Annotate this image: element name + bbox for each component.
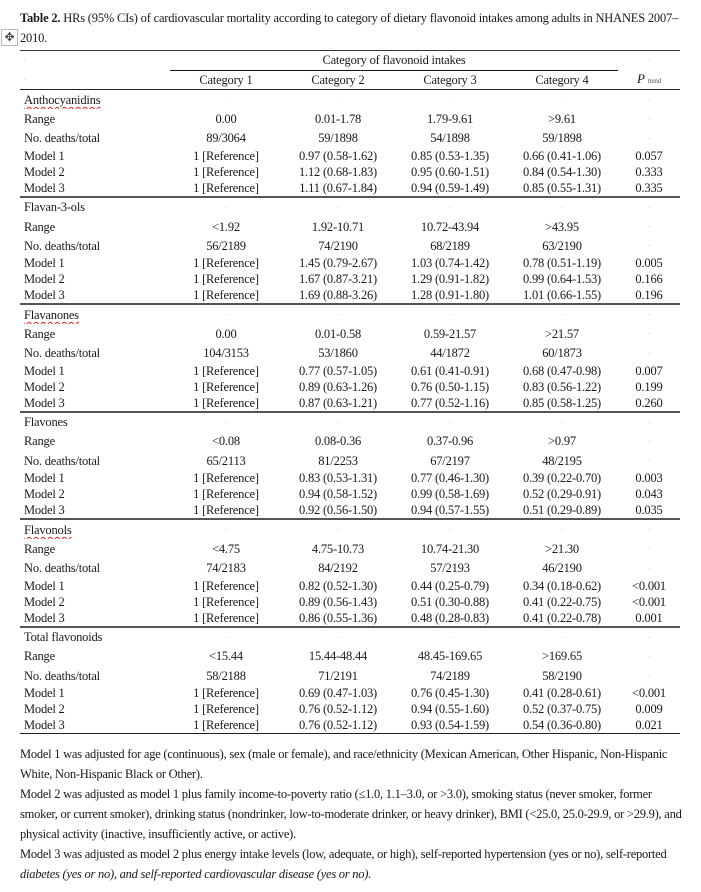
category-4-cell: 63/2190: [542, 238, 582, 253]
category-4-cell: 0.34 (0.18-0.62): [522, 578, 602, 593]
row-label: Model 1: [24, 578, 65, 593]
category-2-cell: 0.82 (0.52-1.30): [298, 578, 378, 593]
category-2-cell: 0.01-0.58: [314, 326, 362, 341]
category-2-cell: 59/1898: [318, 131, 358, 146]
row-label: Range: [24, 219, 55, 234]
category-3-cell: 0.44 (0.25-0.79): [410, 578, 490, 593]
category-3-cell: 0.51 (0.30-0.88): [410, 594, 490, 609]
category-3-cell: 0.93 (0.54-1.59): [394, 717, 506, 734]
p-trend-cell: 0.003: [635, 471, 663, 486]
category-2-cell: 15.44-48.44: [308, 649, 368, 664]
p-trend-cell: .: [648, 219, 650, 229]
category-1-cell: 1 [Reference]: [193, 148, 259, 163]
table-row: [20, 344, 680, 363]
category-4-cell: 0.39 (0.22-0.70): [522, 471, 602, 486]
category-1-cell: 1 [Reference]: [193, 363, 259, 378]
row-label: Model 2: [24, 164, 65, 179]
category-4-cell: >0.97: [548, 434, 576, 449]
table-row: [20, 685, 680, 701]
p-trend-cell: .: [648, 112, 650, 122]
table-row: [20, 470, 680, 486]
row-label: No. deaths/total: [24, 131, 100, 146]
p-trend-cell: 0.199: [635, 379, 663, 394]
category-3-cell: 0.99 (0.58-1.69): [410, 487, 490, 502]
section-header-row: Total flavonoids . . . . .: [20, 627, 680, 647]
category-4-cell: 60/1873: [542, 346, 582, 361]
row-label: No. deaths/total: [24, 238, 100, 253]
group-header-row: . Category of flavonoid intakes .: [20, 51, 680, 71]
row-label: Range: [24, 649, 55, 664]
category-3-cell: 0.61 (0.41-0.91): [410, 363, 490, 378]
category-4-cell: 59/1898: [542, 131, 582, 146]
section-title: Total flavonoids: [24, 630, 103, 645]
section-title: Anthocyanidins: [24, 92, 101, 107]
category-3-cell: 44/1872: [430, 346, 470, 361]
category-4-cell: 58/2190: [542, 668, 582, 683]
p-trend-cell: .: [648, 327, 650, 337]
category-4-cell: >43.95: [545, 219, 579, 234]
row-label: Range: [24, 326, 55, 341]
section-title: Flavanones: [24, 307, 79, 322]
category-4-cell: 0.68 (0.47-0.98): [522, 363, 602, 378]
table-row: [20, 255, 680, 271]
row-label: Model 2: [24, 272, 65, 287]
row-label: Model 1: [24, 148, 65, 163]
category-1-cell: 1 [Reference]: [193, 288, 259, 303]
category-2-cell: 0.76 (0.52-1.12): [298, 702, 378, 717]
category-1-cell: 0.00: [215, 112, 237, 127]
row-label: Model 3: [20, 717, 170, 734]
category-4-cell: 0.41 (0.22-0.78): [522, 610, 602, 625]
p-trend-cell: 0.333: [635, 164, 663, 179]
p-trend-cell: 0.260: [635, 395, 663, 410]
category-1-cell: <1.92: [212, 219, 240, 234]
category-1-cell: 89/3064: [206, 131, 246, 146]
category-2-cell: 0.01-1.78: [314, 112, 362, 127]
category-1-cell: 1 [Reference]: [193, 594, 259, 609]
category-3-cell: 1.29 (0.91-1.82): [410, 272, 490, 287]
table-row: [20, 217, 680, 236]
category-4-cell: 0.41 (0.28-0.61): [522, 686, 602, 701]
category-4-cell: 0.52 (0.37-0.75): [522, 702, 602, 717]
category-1-cell: 1 [Reference]: [193, 180, 259, 195]
category-1-cell: 1 [Reference]: [193, 702, 259, 717]
p-trend-cell: 0.335: [635, 180, 663, 195]
table-row: [20, 379, 680, 395]
column-header-row: . Category 1 Category 2 Category 3 Category 4 P trend: [20, 70, 680, 90]
table-row: [20, 129, 680, 148]
category-2-cell: 1.12 (0.68-1.83): [298, 164, 378, 179]
category-2-cell: 1.67 (0.87-3.21): [298, 272, 378, 287]
category-4-cell: 46/2190: [542, 561, 582, 576]
row-label: Model 2: [24, 702, 65, 717]
p-trend-cell: .: [648, 454, 650, 464]
category-4-cell: >9.61: [548, 112, 576, 127]
group-title: Category of flavonoid intakes: [170, 51, 618, 71]
table-row: [20, 432, 680, 451]
column-header-category-4: Category 4: [506, 70, 618, 90]
p-trend-cell: 0.166: [635, 272, 663, 287]
p-trend-cell: 0.005: [635, 256, 663, 271]
row-label: No. deaths/total: [24, 668, 100, 683]
category-2-cell: 0.86 (0.55-1.36): [298, 610, 378, 625]
category-3-cell: 67/2197: [430, 453, 470, 468]
category-4-cell: 0.51 (0.29-0.89): [522, 503, 602, 518]
category-4-cell: 0.85 (0.58-1.25): [522, 395, 602, 410]
category-2-cell: 0.89 (0.56-1.43): [298, 594, 378, 609]
row-label: No. deaths/total: [24, 561, 100, 576]
row-label: No. deaths/total: [24, 346, 100, 361]
category-1-cell: <0.08: [212, 434, 240, 449]
category-2-cell: 74/2190: [318, 238, 358, 253]
section-title: Flavan-3-ols: [24, 200, 85, 215]
category-4-cell: 0.85 (0.55-1.31): [522, 180, 602, 195]
row-label: Range: [24, 541, 55, 556]
category-2-cell: 0.77 (0.57-1.05): [298, 363, 378, 378]
table-row: [20, 109, 680, 128]
p-trend-cell: 0.196: [635, 288, 663, 303]
category-1-cell: 1 [Reference]: [193, 578, 259, 593]
category-2-cell: 1.92-10.71: [311, 219, 365, 234]
category-2-cell: 0.92 (0.56-1.50): [298, 503, 378, 518]
row-label: Model 1: [24, 363, 65, 378]
category-3-cell: 0.94 (0.59-1.49): [410, 180, 490, 195]
p-trend-cell: .: [648, 346, 650, 356]
section-header-row: Flavonols . . . . .: [20, 519, 680, 539]
category-3-cell: 74/2189: [430, 668, 470, 683]
table-row: [20, 164, 680, 180]
category-4-cell: 0.41 (0.22-0.75): [522, 594, 602, 609]
table-row: [20, 610, 680, 627]
table-row: [20, 701, 680, 717]
category-3-cell: 0.77 (0.46-1.30): [410, 471, 490, 486]
section-header-row: Flavanones . . . . .: [20, 304, 680, 324]
category-1-cell: 1 [Reference]: [193, 379, 259, 394]
category-3-cell: 0.94 (0.55-1.60): [410, 702, 490, 717]
row-label: Model 3: [24, 610, 65, 625]
category-4-cell: 0.99 (0.64-1.53): [522, 272, 602, 287]
table-row: [20, 271, 680, 287]
category-1-cell: 1 [Reference]: [193, 487, 259, 502]
row-label: Range: [24, 112, 55, 127]
flavonoid-table: [20, 50, 680, 734]
table-row: [20, 486, 680, 502]
row-label: Model 1: [24, 686, 65, 701]
caption-label: Table 2.: [20, 11, 61, 25]
category-3-cell: 0.37-0.96: [426, 434, 474, 449]
row-label: Range: [24, 434, 55, 449]
row-label: Model 2: [24, 379, 65, 394]
category-2-cell: 4.75-10.73: [311, 541, 365, 556]
category-2-cell: 0.87 (0.63-1.21): [298, 395, 378, 410]
category-3-cell: 48.45-169.65: [417, 649, 483, 664]
category-3-cell: 0.94 (0.57-1.55): [410, 503, 490, 518]
row-label: Model 2: [24, 594, 65, 609]
section-title: Flavones: [24, 415, 68, 430]
table-row: [20, 324, 680, 343]
category-2-cell: 84/2192: [318, 561, 358, 576]
category-2-cell: 0.08-0.36: [314, 434, 362, 449]
category-3-cell: 10.72-43.94: [420, 219, 480, 234]
category-3-cell: 0.59-21.57: [423, 326, 477, 341]
category-2-cell: 1.11 (0.67-1.84): [299, 180, 377, 195]
row-label: Model 2: [24, 487, 65, 502]
column-header-category-2: Category 2: [282, 70, 394, 90]
category-4-cell: 48/2195: [542, 453, 582, 468]
category-4-cell: 0.83 (0.56-1.22): [522, 379, 602, 394]
table-row: [20, 180, 680, 197]
table-row: [20, 559, 680, 578]
category-1-cell: 1 [Reference]: [193, 395, 259, 410]
p-trend-cell: 0.001: [635, 610, 663, 625]
category-2-cell: 0.89 (0.63-1.26): [298, 379, 378, 394]
category-4-cell: >21.30: [545, 541, 579, 556]
row-label: Model 1: [24, 471, 65, 486]
p-trend-cell: 0.035: [635, 503, 663, 518]
category-3-cell: 1.03 (0.74-1.42): [410, 256, 490, 271]
p-trend-cell: .: [648, 542, 650, 552]
category-3-cell: 0.48 (0.28-0.83): [410, 610, 490, 625]
section-header-row: Flavan-3-ols . . . . .: [20, 197, 680, 217]
p-trend-cell: .: [648, 649, 650, 659]
category-1-cell: 56/2189: [206, 238, 246, 253]
section-header-row: Flavones . . . . .: [20, 412, 680, 432]
category-4-cell: >21.57: [545, 326, 579, 341]
category-2-cell: 0.69 (0.47-1.03): [298, 686, 378, 701]
footnote-model-2: Model 2 was adjusted as model 1 plus family income-to-poverty ratio (≤1.0, 1.1–3.0, or >3.0), smoking status (never smoker, former smoker, or current smoker), drinking status (nondrinker, low-to-moderate drinker, or heavy drinker), BMI (<25.0, 25.0-29.9, or >29.9), and physical activity (inactive, insufficiently active, or active).: [20, 787, 682, 842]
p-trend-cell: .: [648, 131, 650, 141]
category-1-cell: 1 [Reference]: [193, 686, 259, 701]
table-row: [20, 451, 680, 470]
caption-area: [4, 8, 691, 48]
category-4-cell: 0.54 (0.36-0.80): [506, 717, 618, 734]
category-3-cell: 0.76 (0.50-1.15): [410, 379, 490, 394]
p-trend-cell: .: [648, 668, 650, 678]
p-trend-cell: .: [648, 561, 650, 571]
category-4-cell: 0.52 (0.29-0.91): [522, 487, 602, 502]
category-1-cell: 1 [Reference]: [193, 256, 259, 271]
category-1-cell: <15.44: [209, 649, 243, 664]
category-2-cell: 0.94 (0.58-1.52): [298, 487, 378, 502]
p-trend-cell: <0.001: [632, 594, 666, 609]
section-title: Flavonols: [24, 522, 72, 537]
category-3-cell: 1.79-9.61: [426, 112, 474, 127]
caption-text: HRs (95% CIs) of cardiovascular mortality according to category of dietary flavonoid intakes among adults in NHANES 2007–2010.: [20, 11, 679, 45]
table-body: [20, 90, 680, 734]
footnote-model-3: Model 3 was adjusted as model 2 plus energy intake levels (low, adequate, or high), self-reported hypertension (yes or no), self-reported diabetes (yes or no), and self-reported cardiovascular disease (yes or no).: [20, 847, 667, 882]
category-3-cell: 0.85 (0.53-1.35): [410, 148, 490, 163]
column-header-p-trend: P trend: [618, 70, 680, 90]
p-trend-cell: .: [648, 434, 650, 444]
category-2-cell: 0.97 (0.58-1.62): [298, 148, 378, 163]
table-row: [20, 148, 680, 164]
category-3-cell: 1.28 (0.91-1.80): [410, 288, 490, 303]
category-3-cell: 0.76 (0.45-1.30): [410, 686, 490, 701]
table-row: [20, 502, 680, 519]
row-label: Model 3: [24, 180, 65, 195]
row-label: Model 3: [24, 503, 65, 518]
footnote-model-1: Model 1 was adjusted for age (continuous), sex (male or female), and race/ethnicity (Mexican American, Other Hispanic, Non-Hispanic White, Non-Hispanic Black or Other).: [20, 747, 668, 782]
category-3-cell: 54/1898: [430, 131, 470, 146]
p-trend-cell: 0.007: [635, 363, 663, 378]
category-1-cell: 1 [Reference]: [193, 471, 259, 486]
row-label: Model 1: [24, 256, 65, 271]
category-3-cell: 68/2189: [430, 238, 470, 253]
category-1-cell: 1 [Reference]: [193, 272, 259, 287]
table-row: [20, 236, 680, 255]
p-trend-cell: 0.057: [635, 148, 663, 163]
category-4-cell: >169.65: [541, 649, 583, 664]
category-4-cell: 0.84 (0.54-1.30): [522, 164, 602, 179]
category-3-cell: 57/2193: [430, 561, 470, 576]
table-footnotes: [20, 744, 692, 884]
category-2-cell: 53/1860: [318, 346, 358, 361]
category-3-cell: 10.74-21.30: [420, 541, 480, 556]
column-header-category-1: Category 1: [170, 70, 282, 90]
category-4-cell: 0.78 (0.51-1.19): [522, 256, 602, 271]
category-1-cell: 1 [Reference]: [193, 164, 259, 179]
table-row: [20, 287, 680, 304]
category-1-cell: 74/2183: [206, 561, 246, 576]
table-row: [20, 363, 680, 379]
category-1-cell: 1 [Reference]: [170, 717, 282, 734]
section-header-row: Anthocyanidins . . . . .: [24, 92, 650, 107]
p-trend-cell: <0.001: [632, 686, 666, 701]
category-4-cell: 0.66 (0.41-1.06): [522, 148, 602, 163]
category-1-cell: <4.75: [212, 541, 240, 556]
table-row: [20, 647, 680, 666]
column-header-category-3: Category 3: [394, 70, 506, 90]
category-1-cell: 1 [Reference]: [193, 610, 259, 625]
category-1-cell: 65/2113: [206, 453, 246, 468]
category-2-cell: 1.45 (0.79-2.67): [298, 256, 378, 271]
category-2-cell: 0.83 (0.53-1.31): [298, 471, 378, 486]
category-2-cell: 1.69 (0.88-3.26): [298, 288, 378, 303]
row-label: Model 3: [24, 288, 65, 303]
category-1-cell: 58/2188: [206, 668, 246, 683]
category-2-cell: 71/2191: [318, 668, 358, 683]
category-1-cell: 0.00: [215, 326, 237, 341]
row-label: Model 3: [24, 395, 65, 410]
table-row: [20, 666, 680, 685]
p-trend-cell: <0.001: [632, 578, 666, 593]
category-4-cell: 1.01 (0.66-1.55): [522, 288, 602, 303]
table-row: [20, 578, 680, 594]
category-2-cell: 81/2253: [318, 453, 358, 468]
category-1-cell: 104/3153: [203, 346, 249, 361]
p-trend-cell: 0.009: [635, 702, 663, 717]
table-row: [20, 594, 680, 610]
p-trend-cell: 0.043: [635, 487, 663, 502]
row-label: No. deaths/total: [24, 453, 100, 468]
table-move-handle-icon[interactable]: ✥: [1, 29, 18, 46]
category-1-cell: 1 [Reference]: [193, 503, 259, 518]
table-row: [20, 395, 680, 412]
category-2-cell: 0.76 (0.52-1.12): [282, 717, 394, 734]
p-trend-cell: 0.021: [618, 717, 680, 734]
category-3-cell: 0.77 (0.52-1.16): [410, 395, 490, 410]
table-caption: [20, 8, 691, 48]
category-3-cell: 0.95 (0.60-1.51): [410, 164, 490, 179]
table-row: [20, 539, 680, 558]
p-trend-cell: .: [648, 239, 650, 249]
table-row: [20, 717, 680, 734]
